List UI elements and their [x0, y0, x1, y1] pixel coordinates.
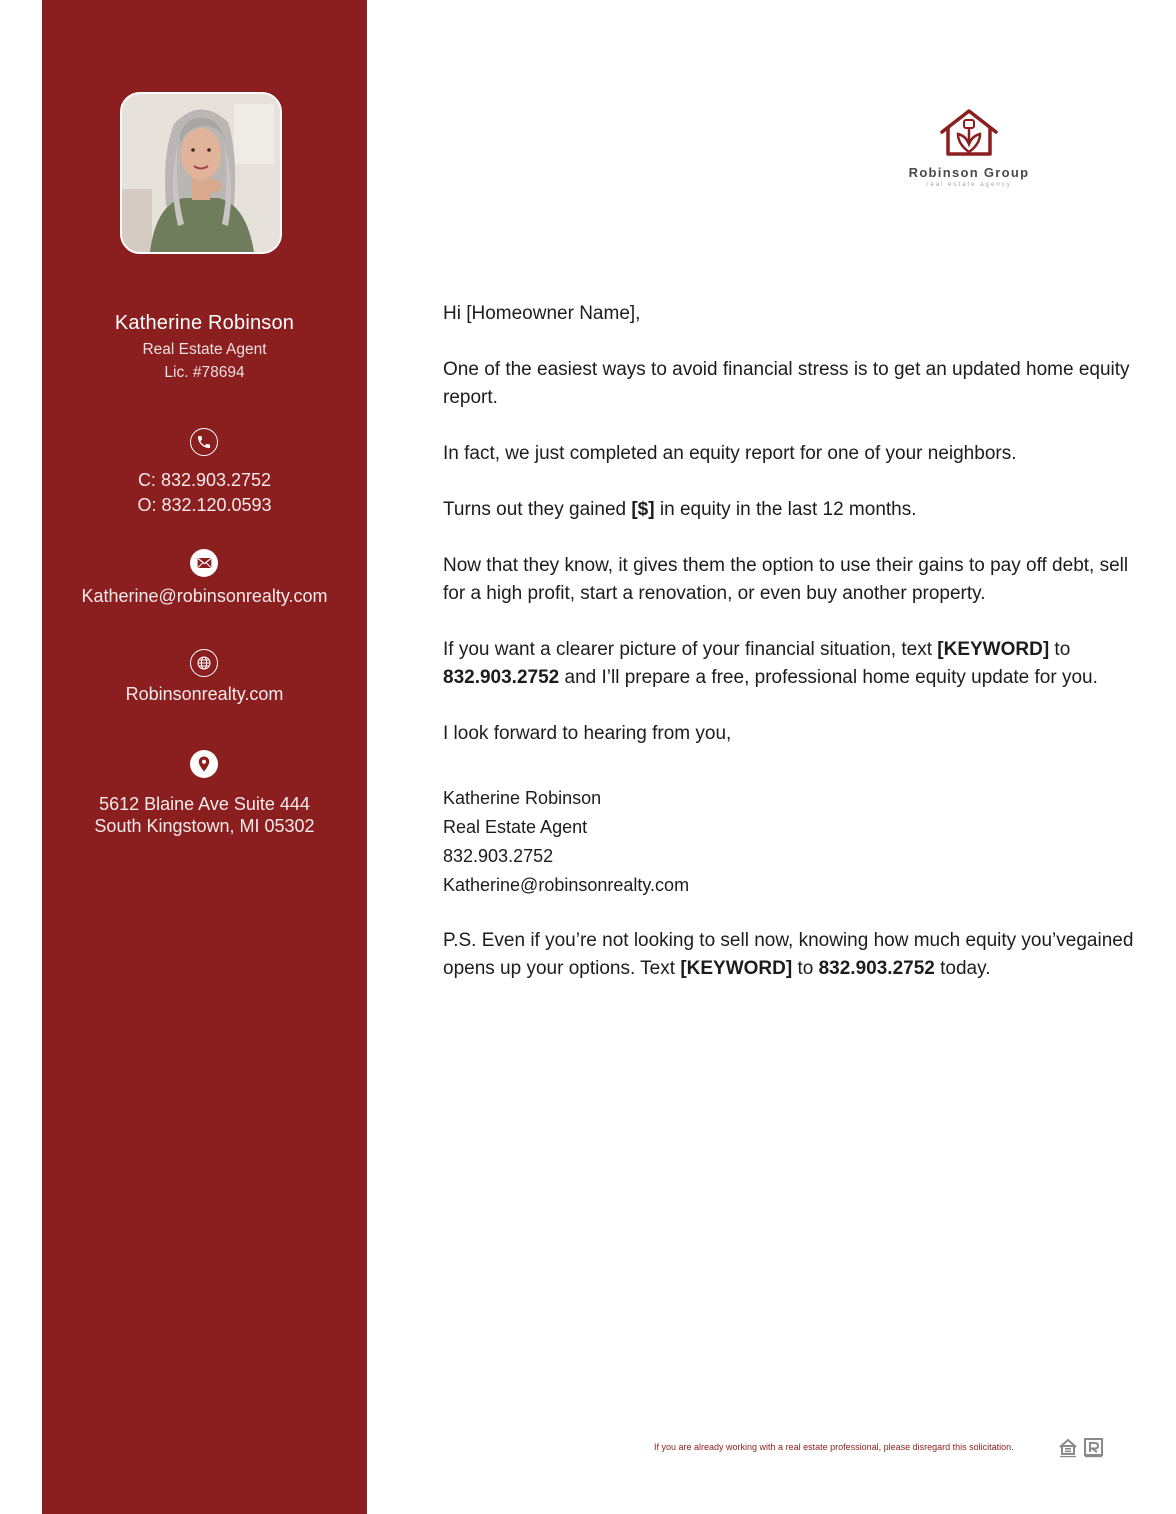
disclaimer: If you are already working with a real estate professional, please disregard this solicitation.	[654, 1442, 1014, 1452]
text: today.	[934, 958, 991, 979]
email-link[interactable]: Katherine@robinsonrealty.com	[81, 586, 328, 606]
globe-icon	[190, 649, 218, 677]
keyword-placeholder: [KEYWORD]	[937, 639, 1050, 660]
realtor-icon	[1084, 1438, 1104, 1458]
logo-tagline: real estate agency	[926, 181, 1012, 188]
postscript	[443, 927, 1143, 983]
phone-number: 832.903.2752	[443, 667, 560, 688]
address-line-2: South Kingstown, MI 05302	[94, 816, 315, 836]
signature-title: Real Estate Agent	[443, 817, 588, 837]
letter-body	[443, 300, 1143, 1011]
agent-photo	[120, 92, 282, 254]
agent-name: Katherine Robinson	[114, 312, 295, 334]
greeting: Hi [Homeowner Name],	[443, 303, 641, 324]
agent-license: Lic. #78694	[164, 364, 245, 381]
paragraph-1: One of the easiest ways to avoid financial stress is to get an updated home equity report.	[443, 359, 1130, 408]
text: to	[792, 958, 819, 979]
address-line-1: 5612 Blaine Ave Suite 444	[99, 794, 310, 814]
phone-number: 832.903.2752	[818, 958, 935, 979]
keyword-placeholder: [KEYWORD]	[680, 958, 793, 979]
signature-block	[443, 784, 1143, 900]
signature-name: Katherine Robinson	[443, 788, 602, 808]
text: and I’ll prepare a free, professional home equity update for you.	[559, 667, 1098, 688]
paragraph-5	[443, 636, 1143, 692]
text: P.S. Even if you’re not looking to sell now, knowing how much equity you’vegained opens up your options. Text	[443, 930, 1134, 979]
phone-office: O: 832.120.0593	[137, 495, 272, 515]
mail-icon	[190, 549, 218, 577]
text: to	[1049, 639, 1071, 660]
signature-phone: 832.903.2752	[443, 846, 554, 866]
text: If you want a clearer picture of your financial situation, text	[443, 639, 938, 660]
equity-amount-placeholder: [$]	[631, 499, 655, 520]
company-logo	[900, 108, 1038, 188]
paragraph-4: Now that they know, it gives them the option to use their gains to pay off debt, sell for a high profit, start a renovation, or even buy another property.	[443, 555, 1129, 604]
footer-icons	[1058, 1438, 1104, 1458]
agent-title: Real Estate Agent	[142, 341, 267, 358]
phone-cell: C: 832.903.2752	[137, 470, 272, 490]
phone-icon	[190, 428, 218, 456]
sidebar	[42, 0, 367, 1514]
text: Turns out they gained	[443, 499, 632, 520]
logo-name: Robinson Group	[908, 165, 1030, 180]
location-pin-icon	[190, 750, 218, 778]
text: in equity in the last 12 months.	[654, 499, 917, 520]
signature-email: Katherine@robinsonrealty.com	[443, 875, 690, 895]
house-logo-icon	[936, 108, 1002, 158]
equal-housing-icon	[1058, 1438, 1078, 1458]
closing: I look forward to hearing from you,	[443, 723, 732, 744]
website-link[interactable]: Robinsonrealty.com	[125, 684, 284, 704]
paragraph-3	[443, 496, 1143, 524]
paragraph-2: In fact, we just completed an equity report for one of your neighbors.	[443, 443, 1017, 464]
